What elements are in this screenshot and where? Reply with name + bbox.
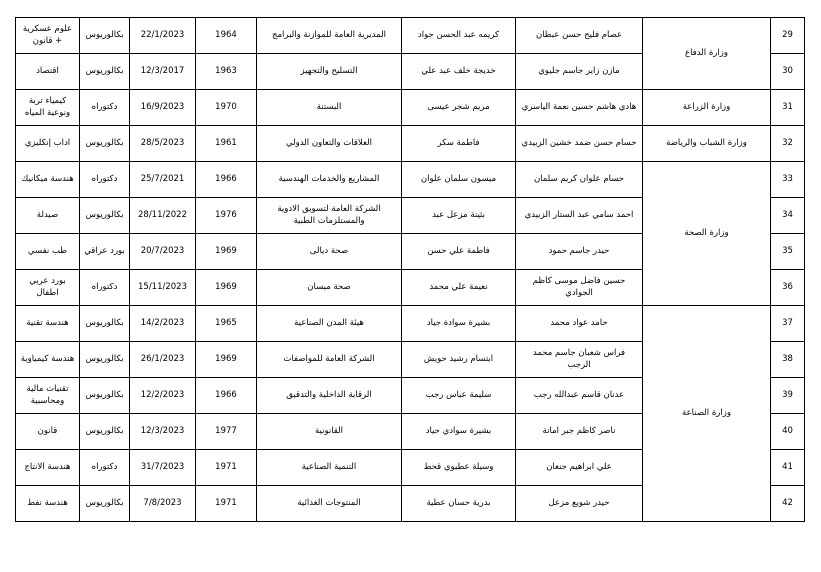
degree-cell: دكتوراه [80, 90, 130, 126]
birth-year-cell: 1971 [196, 486, 257, 522]
mother-name-cell: بشيرة سوادة جياد [402, 306, 516, 342]
row-number-cell: 38 [771, 342, 805, 378]
entity-cell: الشركة العامة للمواصفات [257, 342, 402, 378]
degree-cell: بكالوريوس [80, 54, 130, 90]
row-number-cell: 35 [771, 234, 805, 270]
birth-year-cell: 1976 [196, 198, 257, 234]
degree-cell: بكالوريوس [80, 486, 130, 522]
mother-name-cell: كريمه عبد الحسن جواد [402, 18, 516, 54]
entity-cell: القانونية [257, 414, 402, 450]
specialization-cell: هندسة ميكانيك [16, 162, 80, 198]
official-name-cell: حسام حسن ضمد خشين الزبيدي [516, 126, 643, 162]
entity-cell: هيئة المدن الصناعية [257, 306, 402, 342]
row-number-cell: 41 [771, 450, 805, 486]
birth-year-cell: 1966 [196, 378, 257, 414]
entity-cell: المشاريع والخدمات الهندسية [257, 162, 402, 198]
birth-year-cell: 1971 [196, 450, 257, 486]
birth-year-cell: 1966 [196, 162, 257, 198]
specialization-cell: طب نفسي [16, 234, 80, 270]
date-cell: 14/2/2023 [130, 306, 196, 342]
mother-name-cell: نعيمة علي محمد [402, 270, 516, 306]
degree-cell: بورد عراقي [80, 234, 130, 270]
entity-cell: الشركة العامة لتسويق الادوية والمستلزمات الطبية [257, 198, 402, 234]
ministry-cell: وزارة الزراعة [643, 90, 771, 126]
officials-table [15, 17, 805, 522]
degree-cell: بكالوريوس [80, 306, 130, 342]
specialization-cell: هندسة تقنية [16, 306, 80, 342]
entity-cell: المنتوجات الغذائية [257, 486, 402, 522]
table-row [16, 18, 805, 54]
degree-cell: دكتوراه [80, 162, 130, 198]
row-number-cell: 30 [771, 54, 805, 90]
date-cell: 7/8/2023 [130, 486, 196, 522]
birth-year-cell: 1969 [196, 270, 257, 306]
specialization-cell: كيمياء تربة ونوعية المياه [16, 90, 80, 126]
mother-name-cell: خديجة خلف عبد علي [402, 54, 516, 90]
official-name-cell: احمد سامي عبد الستار الزبيدي [516, 198, 643, 234]
birth-year-cell: 1965 [196, 306, 257, 342]
row-number-cell: 32 [771, 126, 805, 162]
official-name-cell: حامد عواد محمد [516, 306, 643, 342]
mother-name-cell: بدرية حسان عطية [402, 486, 516, 522]
date-cell: 31/7/2023 [130, 450, 196, 486]
row-number-cell: 40 [771, 414, 805, 450]
table-row [16, 306, 805, 342]
date-cell: 15/11/2023 [130, 270, 196, 306]
degree-cell: دكتوراه [80, 450, 130, 486]
degree-cell: دكتوراه [80, 270, 130, 306]
entity-cell: التسليح والتجهيز [257, 54, 402, 90]
row-number-cell: 39 [771, 378, 805, 414]
official-name-cell: فراس شعبان جاسم محمد الرجب [516, 342, 643, 378]
ministry-cell: وزارة الصناعة [643, 306, 771, 522]
official-name-cell: عدنان قاسم عبدالله رجب [516, 378, 643, 414]
birth-year-cell: 1970 [196, 90, 257, 126]
specialization-cell: صيدلة [16, 198, 80, 234]
mother-name-cell: سليمة عباس رجب [402, 378, 516, 414]
specialization-cell: هندسة الانتاج [16, 450, 80, 486]
row-number-cell: 31 [771, 90, 805, 126]
official-name-cell: عصام فليح حسن عبطان [516, 18, 643, 54]
ministry-cell: وزارة الشباب والرياضة [643, 126, 771, 162]
official-name-cell: حسام علوان كريم سلمان [516, 162, 643, 198]
table-body [16, 18, 805, 522]
official-name-cell: هادي هاشم حسين نعمة الياسري [516, 90, 643, 126]
birth-year-cell: 1961 [196, 126, 257, 162]
date-cell: 25/7/2021 [130, 162, 196, 198]
official-name-cell: حسين فاضل موسى كاظم الجوادي [516, 270, 643, 306]
birth-year-cell: 1964 [196, 18, 257, 54]
ministry-cell: وزارة الدفاع [643, 18, 771, 90]
birth-year-cell: 1969 [196, 342, 257, 378]
date-cell: 28/5/2023 [130, 126, 196, 162]
date-cell: 12/2/2023 [130, 378, 196, 414]
entity-cell: المديرية العامة للموازنة والبرامج [257, 18, 402, 54]
date-cell: 16/9/2023 [130, 90, 196, 126]
mother-name-cell: فاطمة سكر [402, 126, 516, 162]
date-cell: 12/3/2017 [130, 54, 196, 90]
row-number-cell: 42 [771, 486, 805, 522]
mother-name-cell: وسيلة عطيوي قحط [402, 450, 516, 486]
mother-name-cell: فاطمة علي حسن [402, 234, 516, 270]
specialization-cell: قانون [16, 414, 80, 450]
official-name-cell: علي ابراهيم جنعان [516, 450, 643, 486]
entity-cell: الرقابة الداخلية والتدقيق [257, 378, 402, 414]
official-name-cell: ناصر كاظم جبر امانة [516, 414, 643, 450]
specialization-cell: تقنيات مالية ومحاسبية [16, 378, 80, 414]
specialization-cell: اقتصاد [16, 54, 80, 90]
row-number-cell: 34 [771, 198, 805, 234]
table-row [16, 90, 805, 126]
date-cell: 20/7/2023 [130, 234, 196, 270]
degree-cell: بكالوريوس [80, 378, 130, 414]
birth-year-cell: 1977 [196, 414, 257, 450]
birth-year-cell: 1969 [196, 234, 257, 270]
specialization-cell: هندسة كيمياوية [16, 342, 80, 378]
mother-name-cell: مريم شجر عيسى [402, 90, 516, 126]
entity-cell: العلاقات والتعاون الدولي [257, 126, 402, 162]
official-name-cell: حيدر شويع مزعل [516, 486, 643, 522]
entity-cell: صحة ديالى [257, 234, 402, 270]
row-number-cell: 37 [771, 306, 805, 342]
specialization-cell: بورد عربي اطفال [16, 270, 80, 306]
date-cell: 28/11/2022 [130, 198, 196, 234]
row-number-cell: 33 [771, 162, 805, 198]
official-name-cell: مازن زاير جاسم جليوي [516, 54, 643, 90]
specialization-cell: هندسة نفط [16, 486, 80, 522]
table-row [16, 126, 805, 162]
entity-cell: البستنة [257, 90, 402, 126]
mother-name-cell: بشيرة سوادي جياد [402, 414, 516, 450]
official-name-cell: حيدر جاسم حمود [516, 234, 643, 270]
date-cell: 12/3/2023 [130, 414, 196, 450]
degree-cell: بكالوريوس [80, 198, 130, 234]
mother-name-cell: ابتسام رشيد حويش [402, 342, 516, 378]
row-number-cell: 29 [771, 18, 805, 54]
degree-cell: بكالوريوس [80, 342, 130, 378]
specialization-cell: علوم عسكرية + قانون [16, 18, 80, 54]
mother-name-cell: ميسون سلمان علوان [402, 162, 516, 198]
mother-name-cell: بثينة مزعل عبد [402, 198, 516, 234]
row-number-cell: 36 [771, 270, 805, 306]
date-cell: 26/1/2023 [130, 342, 196, 378]
date-cell: 22/1/2023 [130, 18, 196, 54]
degree-cell: بكالوريوس [80, 126, 130, 162]
degree-cell: بكالوريوس [80, 18, 130, 54]
specialization-cell: اداب إنكليزي [16, 126, 80, 162]
entity-cell: صحة ميسان [257, 270, 402, 306]
birth-year-cell: 1963 [196, 54, 257, 90]
ministry-cell: وزارة الصحة [643, 162, 771, 306]
table-row [16, 162, 805, 198]
entity-cell: التنمية الصناعية [257, 450, 402, 486]
degree-cell: بكالوريوس [80, 414, 130, 450]
